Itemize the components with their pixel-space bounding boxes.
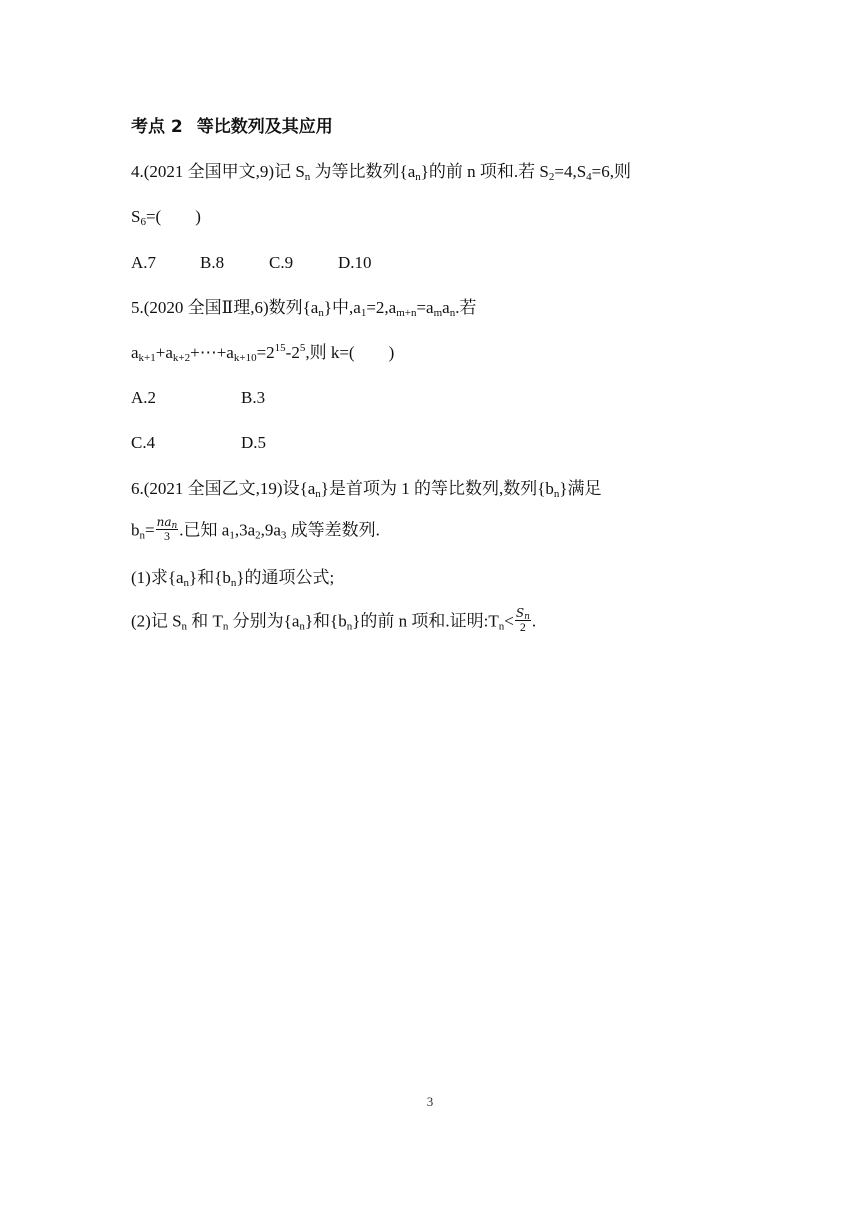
q4-choice-a: A.7 [131,253,157,272]
q6-part1: (1)求$\{a_n\}$和$\{b_n\}$的通项公式; [131,568,335,589]
q4-stem-line1: 4.(2021 全国甲文,9)记 $S_n$ 为等比数列$\{a_n\}$的前 n 项和.若 $S_2=4,S_4=6$,则 [131,162,632,183]
section-heading [131,115,333,139]
q5-choice-d: D.5 [241,433,267,452]
q4-choice-d: D.10 [338,253,372,272]
q4-choice-c: C.9 [269,253,294,272]
section-label: 考点 2 [131,117,183,137]
q5-choices-row1 [131,386,265,410]
page-number: 3 [426,1094,434,1109]
section-title: 等比数列及其应用 [196,117,333,137]
q4-stem-line2: $S_6=$( ) [131,207,201,228]
q5-stem-line2: $a_{k+1}+a_{k+2}+\cdots+a_{k+10}=2^{15}-2^5$,则 k=( ) [131,342,395,364]
q5-stem-line1: 5.(2020 全国Ⅱ理,6)数列$\{a_n\}$中$,a_1=2,a_{m+n}=a_ma_n$.若 [131,298,477,319]
q5-choice-c: C.4 [131,433,156,452]
q6-stem-line2: $b_n=$ $\frac{na_n}{3}$ .已知 $a_1,3a_2,9a_3$ 成等差数列. [131,515,380,543]
q6-part2: (2)记 $S_n$ 和 $T_n$ 分别为$\{a_n\}$和$\{b_n\}$的前 n 项和.证明$:T_n<$ $\frac{S_n}{2}$ . [131,606,537,634]
fraction-na-over-3: $\frac{na_n}{3}$ [156,515,178,543]
q6-stem-line1: 6.(2021 全国乙文,19)设$\{a_n\}$是首项为 1 的等比数列,数列$\{b_n\}$满足 [131,479,602,500]
q4-choice-b: B.8 [200,253,225,272]
q4-choices [131,251,372,275]
q5-choice-b: B.3 [241,388,266,407]
fraction-sn-over-2: $\frac{S_n}{2}$ [515,606,530,634]
q5-choices-row2 [131,431,266,455]
q5-choice-a: A.2 [131,388,157,407]
